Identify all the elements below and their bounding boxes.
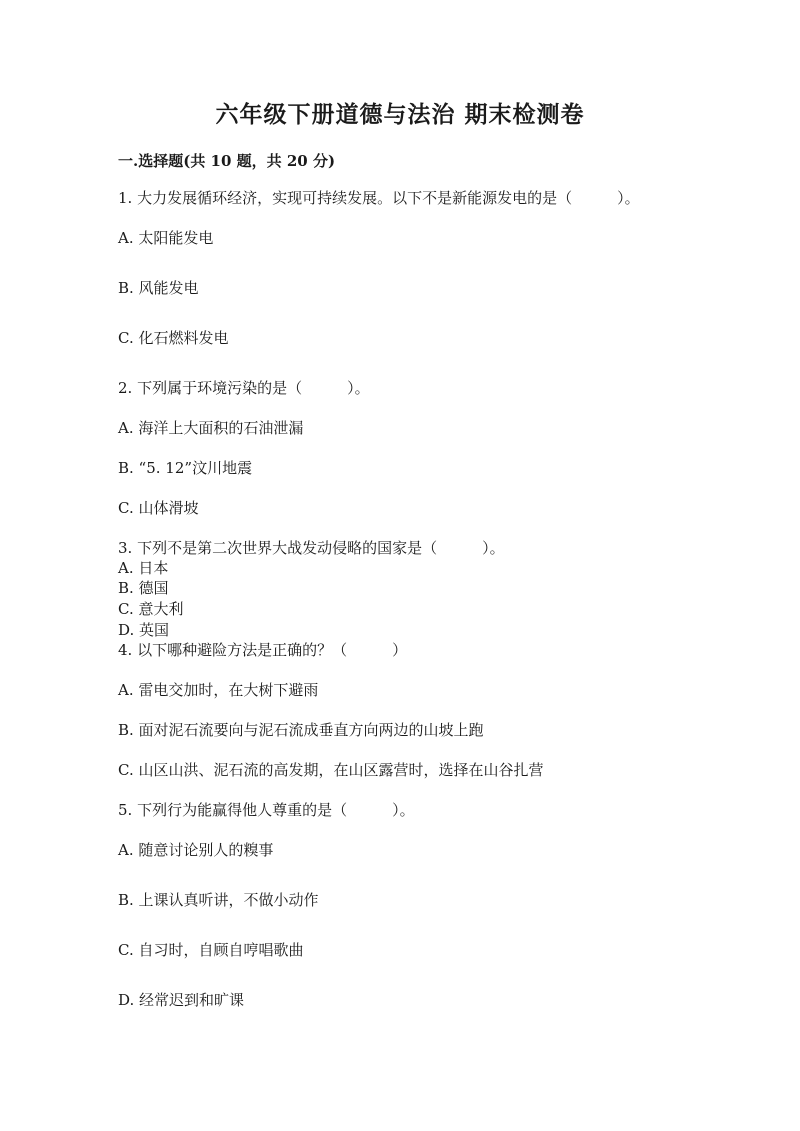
question-2-option-c: C. 山体滑坡 <box>118 499 199 517</box>
question-3-option-b: B. 德国 <box>118 579 169 597</box>
question-1-stem: 1. 大力发展循环经济，实现可持续发展。以下不是新能源发电的是（ ）。 <box>118 189 640 207</box>
question-1-option-c: C. 化石燃料发电 <box>118 329 229 347</box>
question-5-option-a: A. 随意讨论别人的糗事 <box>118 841 274 859</box>
question-3-option-c: C. 意大利 <box>118 600 184 618</box>
question-4-option-a: A. 雷电交加时，在大树下避雨 <box>118 681 319 699</box>
page-title: 六年级下册道德与法治 期末检测卷 <box>215 101 585 128</box>
question-2-stem: 2. 下列属于环境污染的是（ ）。 <box>118 379 370 397</box>
question-3-option-a: A. 日本 <box>118 559 169 577</box>
question-5-option-b: B. 上课认真听讲，不做小动作 <box>118 891 319 909</box>
question-5-stem: 5. 下列行为能赢得他人尊重的是（ ）。 <box>118 801 415 819</box>
question-4-stem: 4. 以下哪种避险方法是正确的？（ ） <box>118 641 408 659</box>
question-5-option-c: C. 自习时，自顾自哼唱歌曲 <box>118 941 304 959</box>
section-heading: 一.选择题(共 10 题，共 20 分) <box>118 152 336 170</box>
question-1-option-a: A. 太阳能发电 <box>118 229 214 247</box>
question-4-option-c: C. 山区山洪、泥石流的高发期，在山区露营时，选择在山谷扎营 <box>118 761 544 779</box>
question-3-stem: 3. 下列不是第二次世界大战发动侵略的国家是（ ）。 <box>118 539 505 557</box>
question-5-option-d: D. 经常迟到和旷课 <box>118 991 245 1009</box>
question-4-option-b: B. 面对泥石流要向与泥石流成垂直方向两边的山坡上跑 <box>118 721 484 739</box>
question-1-option-b: B. 风能发电 <box>118 279 199 297</box>
question-3-option-d: D. 英国 <box>118 621 170 639</box>
question-2-option-b: B. “5. 12”汶川地震 <box>118 459 253 477</box>
question-2-option-a: A. 海洋上大面积的石油泄漏 <box>118 419 304 437</box>
